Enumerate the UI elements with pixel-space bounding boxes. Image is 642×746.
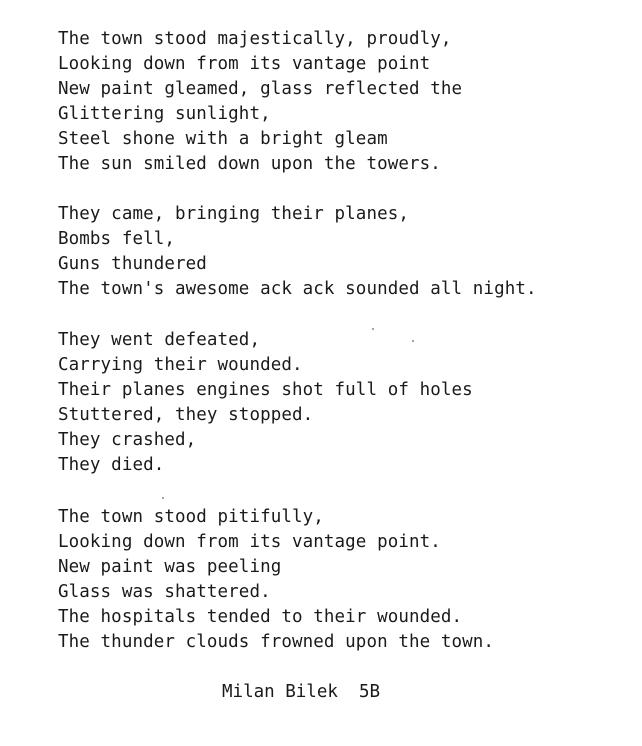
poem-line: They came, bringing their planes, <box>58 204 409 224</box>
poem-line: Glittering sunlight, <box>58 104 271 124</box>
poem-line: Carrying their wounded. <box>58 355 303 375</box>
poem-line: New paint gleamed, glass reflected the <box>58 79 463 99</box>
poem-line: The town stood majestically, proudly, <box>58 29 452 49</box>
paper-speck <box>372 328 374 330</box>
poem-line: The town's awesome ack ack sounded all night. <box>58 279 537 299</box>
poem-stanza-1 <box>58 27 462 177</box>
poem-stanza-3 <box>58 328 473 478</box>
poem-line: They died. <box>58 455 165 475</box>
poem-line: Their planes engines shot full of holes <box>58 380 473 400</box>
poem-line: Guns thundered <box>58 254 207 274</box>
paper-speck <box>412 340 414 342</box>
poem-line: Looking down from its vantage point <box>58 54 431 74</box>
poem-line: The thunder clouds frowned upon the town. <box>58 632 495 652</box>
poem-line: Steel shone with a bright gleam <box>58 129 388 149</box>
poem-line: They crashed, <box>58 430 197 450</box>
author-signature: Milan Bilek 5B <box>222 682 381 702</box>
paper-speck <box>162 497 164 499</box>
poem-line: The hospitals tended to their wounded. <box>58 607 463 627</box>
poem-line: New paint was peeling <box>58 557 282 577</box>
poem-line: The town stood pitifully, <box>58 507 324 527</box>
poem-line: The sun smiled down upon the towers. <box>58 154 441 174</box>
poem-stanza-2 <box>58 202 537 302</box>
poem-line: Looking down from its vantage point. <box>58 532 441 552</box>
poem-stanza-4 <box>58 505 494 655</box>
poem-line: Bombs fell, <box>58 229 175 249</box>
poem-line: Stuttered, they stopped. <box>58 405 314 425</box>
poem-line: Glass was shattered. <box>58 582 271 602</box>
poem-line: They went defeated, <box>58 330 261 350</box>
